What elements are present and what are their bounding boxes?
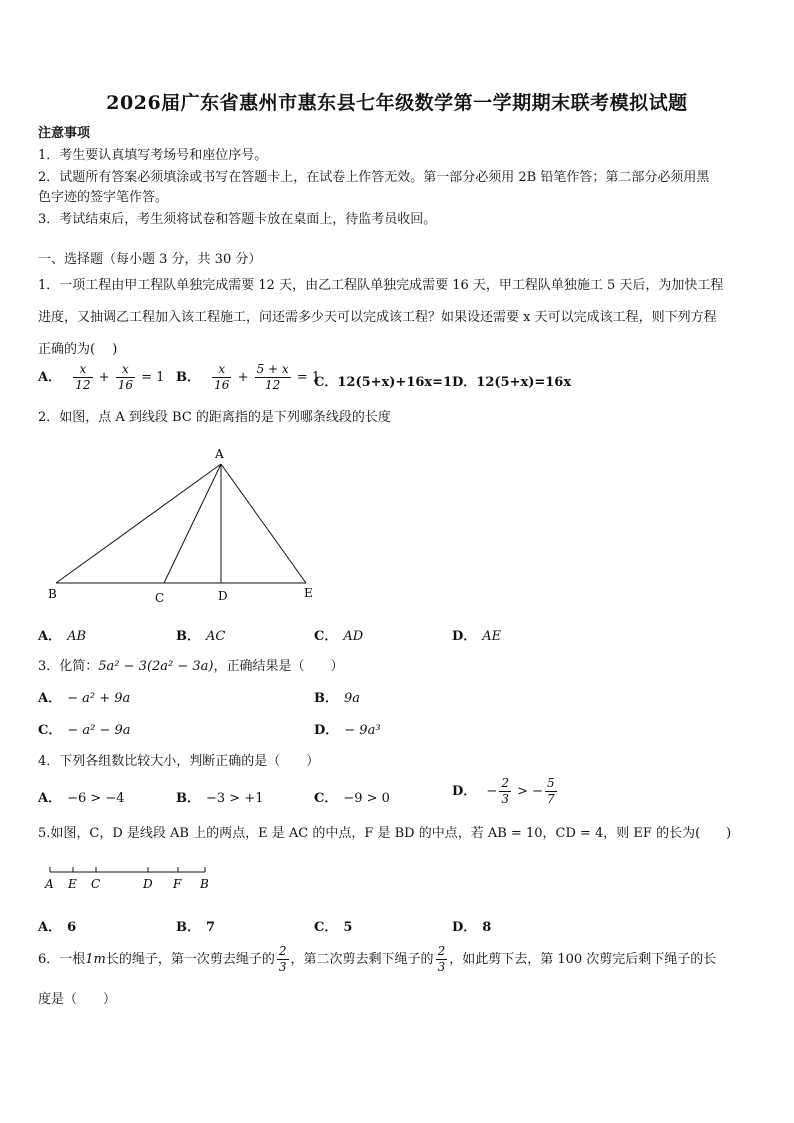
q2-text: 2．如图，点 A 到线段 BC 的距离指的是下列哪条线段的长度 xyxy=(38,410,391,425)
notice-item-2: 2．试题所有答案必须填涂或书写在答题卡上，在试卷上作答无效。第一部分必须用 2B 铅笔作答；第二部分必须用黑 xyxy=(38,170,710,185)
q3-expression: 5a² − 3(2a² − 3a) xyxy=(98,659,214,674)
fraction: $\frac{2}{3}$ xyxy=(278,944,287,974)
point-label-c: C xyxy=(155,591,165,605)
seg-label-a: A xyxy=(45,877,54,891)
exam-title: 2026届广东省惠州市惠东县七年级数学第一学期期末联考模拟试题 xyxy=(106,92,688,114)
fraction: $\frac{x}{12}$ xyxy=(75,362,91,392)
q4-option-a[interactable]: A． −6 > −4 xyxy=(38,791,125,806)
q1-option-b-label: B． xyxy=(176,370,200,385)
q1-line-2: 进度，又抽调乙工程加入该工程施工，问还需多少天可以完成该工程？如果设还需要 x 天可以完成该工程，则下列方程 xyxy=(38,310,717,325)
q3-text: 3．化简：5a² − 3(2a² − 3a)，正确结果是（ ） xyxy=(38,659,344,674)
point-label-a: A xyxy=(215,447,224,461)
q5-option-a[interactable]: A． 6 xyxy=(38,920,77,935)
fraction: $\frac{5 + x}{12}$ xyxy=(256,362,289,392)
segment-figure xyxy=(38,860,218,896)
q5-option-c[interactable]: C． 5 xyxy=(314,920,353,935)
segment-ac xyxy=(164,464,221,583)
fraction: $\frac{x}{16}$ xyxy=(214,362,230,392)
segment-ae xyxy=(221,464,306,583)
q4-text: 4．下列各组数比较大小，判断正确的是（ ） xyxy=(38,754,320,769)
q3-option-a[interactable]: A． − a² + 9a xyxy=(38,691,131,706)
q1-option-b[interactable]: B． $\frac{x}{16}$ + $\frac{5 + x}{12}$ = 1 xyxy=(176,362,321,392)
q1-option-a[interactable]: A． $\frac{x}{12}$ + $\frac{x}{16}$ = 1 xyxy=(38,362,165,392)
point-label-e: E xyxy=(304,586,313,600)
q4-option-b[interactable]: B． −3 > +1 xyxy=(176,791,264,806)
q2-option-b[interactable]: B． AC xyxy=(176,629,226,644)
notice-heading: 注意事项 xyxy=(38,126,91,141)
point-label-b: B xyxy=(48,587,57,601)
segment-ab xyxy=(56,464,221,583)
fraction: $\frac{x}{16}$ xyxy=(117,362,133,392)
seg-label-b: B xyxy=(200,877,209,891)
q2-option-c[interactable]: C． AD xyxy=(314,629,364,644)
q4-option-c[interactable]: C． −9 > 0 xyxy=(314,791,390,806)
notice-item-2-cont: 色字迹的签字笔作答。 xyxy=(38,190,169,205)
section-heading: 一、选择题（每小题 3 分，共 30 分） xyxy=(38,252,262,267)
q6-line-1: 6．一根1m长的绳子，第一次剪去绳子的 $\frac{2}{3}$ ，第二次剪去剩下绳子的 $\frac{2}{3}$ ，如此剪下去，第 100 次剪完后剩下绳子的长 xyxy=(38,944,717,974)
q1-line-3: 正确的为( ) xyxy=(38,342,118,357)
fraction: $\frac{5}{7}$ xyxy=(547,776,555,806)
q1-option-a-label: A． xyxy=(38,370,62,385)
q1-line-1: 1．一项工程由甲工程队单独完成需要 12 天，由乙工程队单独完成需要 16 天，甲工程队单独施工 5 天后，为加快工程 xyxy=(38,278,724,293)
seg-label-c: C xyxy=(91,877,101,891)
fraction: $\frac{2}{3}$ xyxy=(501,776,509,806)
seg-label-d: D xyxy=(143,877,153,891)
seg-label-f: F xyxy=(173,877,182,891)
q6-line-2: 度是（ ） xyxy=(38,992,117,1007)
triangle-figure xyxy=(38,440,338,610)
q2-option-a[interactable]: A． AB xyxy=(38,629,87,644)
q2-option-d[interactable]: D． AE xyxy=(452,629,502,644)
q5-option-d[interactable]: D． 8 xyxy=(452,920,492,935)
q5-option-b[interactable]: B． 7 xyxy=(176,920,216,935)
q3-option-b[interactable]: B． 9a xyxy=(314,691,361,706)
notice-item-3: 3．考试结束后，考生须将试卷和答题卡放在桌面上，待监考员收回。 xyxy=(38,212,437,227)
fraction: $\frac{2}{3}$ xyxy=(437,944,446,974)
seg-label-e: E xyxy=(68,877,77,891)
notice-item-1: 1．考生要认真填写考场号和座位序号。 xyxy=(38,148,268,163)
q3-option-c[interactable]: C． − a² − 9a xyxy=(38,723,131,738)
q1-option-d[interactable]: D．12(5+x)=16x xyxy=(452,375,572,390)
point-label-d: D xyxy=(218,589,228,603)
q4-option-d[interactable]: D． − $\frac{2}{3}$ > − $\frac{5}{7}$ xyxy=(452,776,555,806)
q5-text: 5.如图，C，D 是线段 AB 上的两点，E 是 AC 的中点，F 是 BD 的中点，若 AB = 10，CD = 4，则 EF 的长为( ) xyxy=(38,826,732,841)
q3-option-d[interactable]: D． − 9a³ xyxy=(314,723,381,738)
q1-option-c[interactable]: C．12(5+x)+16x=1 xyxy=(314,375,453,390)
